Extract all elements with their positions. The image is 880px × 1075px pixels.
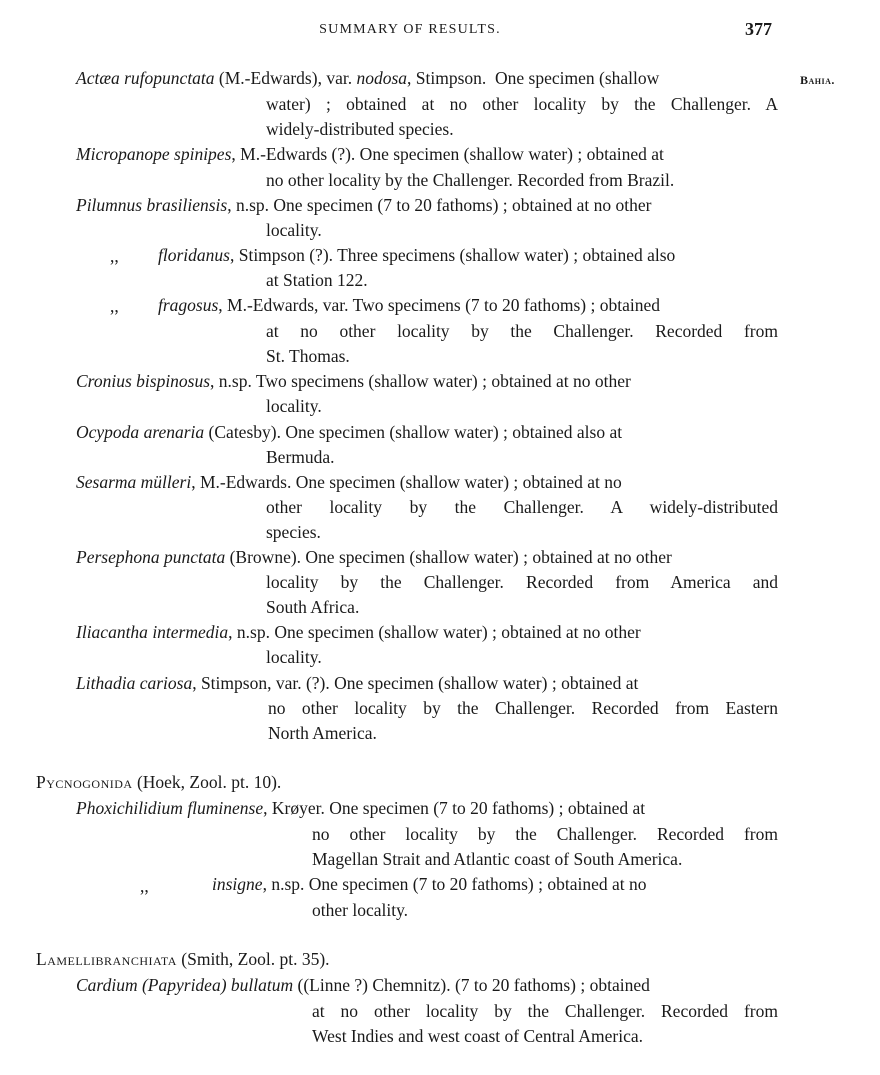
entry-text: , Stimpson (?). Three specimens (shallow water) ; obtained also (229, 245, 676, 265)
entry-text: , M.-Edwards, var. Two specimens (7 to 20 fathoms) ; obtained (218, 295, 661, 315)
authority: (M.-Edwards), var. (218, 68, 353, 88)
species-name: arenaria (143, 422, 205, 442)
species-name: bispinosus (136, 371, 211, 391)
entry-line-3: Magellan Strait and Atlantic coast of South America. (312, 849, 683, 869)
page-number: 377 (745, 19, 772, 39)
entry-text: , n.sp. One specimen (7 to 20 fathoms) ; obtained at no (262, 874, 647, 894)
variety-name: nodosa (356, 68, 408, 88)
section-name: Lamellibranchiata (36, 949, 177, 969)
entry-text: (Browne). One specimen (shallow water) ; obtained at no other (229, 547, 672, 567)
genus-name: Lithadia (76, 673, 136, 693)
entry-text: , Stimpson, var. (?). One specimen (shallow water) ; obtained at (192, 673, 639, 693)
genus-name: Cardium (76, 975, 138, 995)
genus-name: Iliacantha (76, 622, 148, 642)
entry-line-3: widely-distributed species. (266, 119, 454, 139)
entry-line-2: Bermuda. (266, 447, 335, 467)
entry-line-2: at no other locality by the Challenger. Recorded from (266, 321, 778, 341)
subgenus-name: (Papyridea) (141, 975, 227, 995)
entry-line-2: no other locality by the Challenger. Recorded from Eastern (268, 698, 778, 718)
entry-line-3: West Indies and west coast of Central America. (312, 1026, 643, 1046)
section-reference: (Hoek, Zool. pt. 10). (136, 772, 282, 792)
entry-line-3: South Africa. (266, 597, 360, 617)
entry-line-3: North America. (268, 723, 377, 743)
entry-line-2: no other locality by the Challenger. Recorded from (312, 824, 778, 844)
genus-name: Phoxichilidium (76, 798, 183, 818)
section-reference: (Smith, Zool. pt. 35). (181, 949, 330, 969)
entry-line-1 (76, 975, 650, 996)
entry-line-1 (76, 371, 631, 392)
entry-line-2: water) ; obtained at no other locality by the Challenger. A (266, 94, 778, 114)
entry-line-1 (76, 798, 645, 819)
entry-text: , n.sp. One specimen (shallow water) ; obtained at no other (228, 622, 641, 642)
genus-name: Pilumnus (76, 195, 143, 215)
entry-line-2: locality. (266, 220, 322, 240)
species-name: intermedia (152, 622, 229, 642)
entry-line-2: locality. (266, 647, 322, 667)
ditto-mark: ,, (140, 876, 149, 896)
entry-line-2: at Station 122. (266, 270, 368, 290)
genus-name: Cronius (76, 371, 132, 391)
entry-line-1 (76, 68, 659, 89)
species-name: floridanus (158, 245, 230, 265)
entry-text: , n.sp. Two specimens (shallow water) ; obtained at no other (210, 371, 631, 391)
species-name: rufopunctata (124, 68, 215, 88)
entry-line-2: at no other locality by the Challenger. Recorded from (312, 1001, 778, 1021)
ditto-mark: ,, (110, 296, 119, 316)
entry-line-1 (76, 547, 672, 568)
entry-line-1 (158, 295, 660, 316)
ditto-mark: ,, (110, 246, 119, 266)
genus-name: Persephona (76, 547, 160, 567)
entry-line-1 (76, 673, 638, 694)
species-name: insigne (212, 874, 263, 894)
entry-line-2: other locality by the Challenger. A widely-distributed (266, 497, 778, 517)
entry-line-1 (76, 472, 622, 493)
entry-text: , Krøyer. One specimen (7 to 20 fathoms) ; obtained at (263, 798, 646, 818)
entry-text: (Catesby). One specimen (shallow water) ; obtained also at (208, 422, 623, 442)
species-name: mülleri (140, 472, 192, 492)
section-heading-pycnogonida (36, 772, 281, 793)
genus-name: Ocypoda (76, 422, 140, 442)
genus-name: Sesarma (76, 472, 137, 492)
variety-authority: , Stimpson. (407, 68, 487, 88)
genus-name: Micropanope (76, 144, 170, 164)
entry-line-1 (158, 245, 675, 266)
entry-text: One specimen (shallow (495, 68, 660, 88)
entry-line-3: St. Thomas. (266, 346, 350, 366)
entry-text: , M.-Edwards (?). One specimen (shallow water) ; obtained at (231, 144, 664, 164)
entry-line-1 (76, 422, 622, 443)
entry-text: , M.-Edwards. One specimen (shallow water) ; obtained at no (191, 472, 622, 492)
entry-line-2: locality by the Challenger. Recorded from America and (266, 572, 778, 592)
section-heading-lamellibranchiata (36, 949, 330, 970)
entry-line-1 (76, 144, 664, 165)
section-name: Pycnogonida (36, 772, 133, 792)
species-name: fluminense (187, 798, 264, 818)
species-name: brasiliensis (146, 195, 228, 215)
species-name: punctata (163, 547, 226, 567)
entry-line-2: no other locality by the Challenger. Recorded from Brazil. (266, 170, 675, 190)
entry-line-1 (76, 195, 652, 216)
species-name: spinipes (174, 144, 232, 164)
species-name: bullatum (230, 975, 294, 995)
species-name: fragosus (158, 295, 219, 315)
entry-line-2: other locality. (312, 900, 409, 920)
entry-line-3: species. (266, 522, 321, 542)
species-name: cariosa (139, 673, 193, 693)
entry-line-1 (212, 874, 647, 895)
running-title: SUMMARY OF RESULTS. (319, 22, 501, 37)
entry-text: ((Linne ?) Chemnitz). (7 to 20 fathoms) ; obtained (297, 975, 650, 995)
entry-line-2: locality. (266, 396, 322, 416)
genus-name: Actæa (76, 68, 120, 88)
margin-note-locality: Bahia. (800, 73, 835, 87)
entry-text: , n.sp. One specimen (7 to 20 fathoms) ; obtained at no other (227, 195, 652, 215)
entry-line-1 (76, 622, 641, 643)
